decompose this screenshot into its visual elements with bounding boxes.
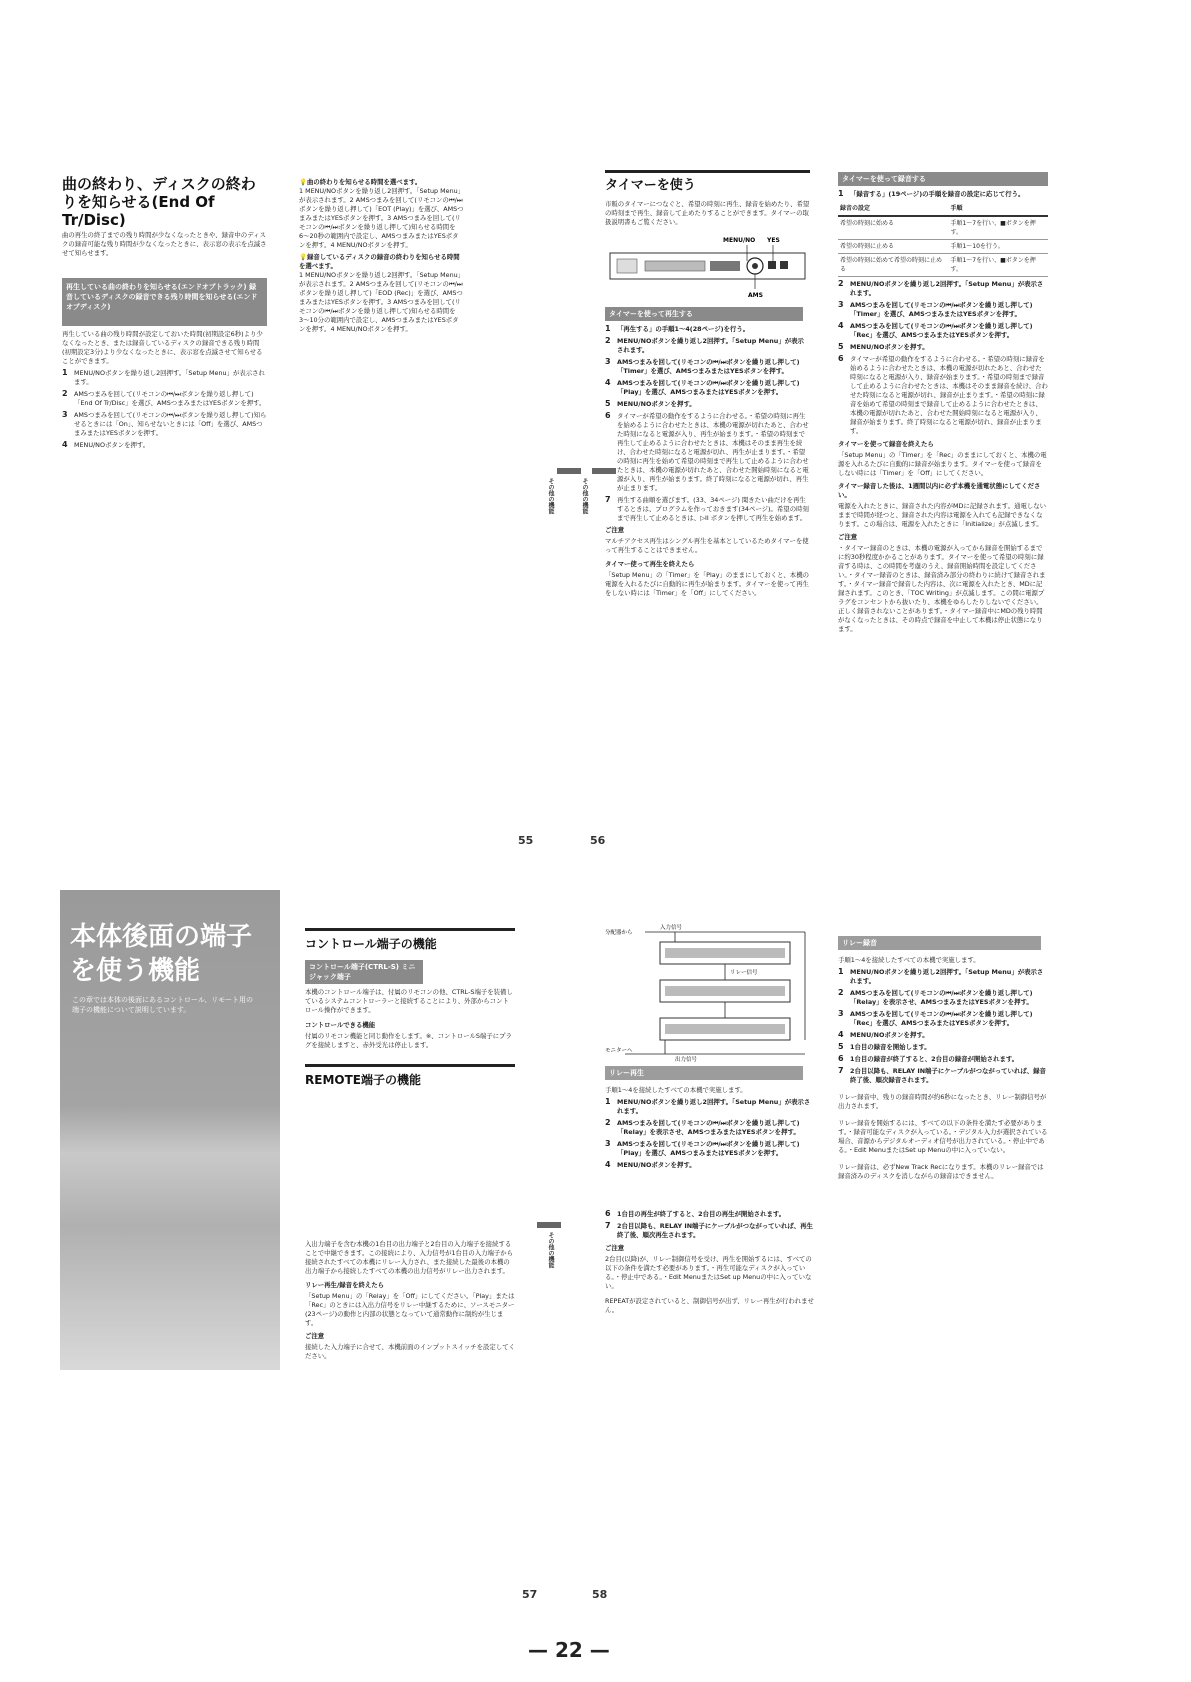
relay-connection-diagram: [605, 922, 815, 1062]
subheading-body: 「Setup Menu」の「Timer」を「Rec」のままにしておくと、本機の電源を入れるたびに自動的に録音が始まります。タイマーを使って録音をしない時には「Timer」を「Off」にしてください。: [838, 451, 1047, 477]
chapter-subtitle: この章では本体の後面にあるコントロール、リモート用の端子の機能について説明しています。: [72, 996, 254, 1014]
page-number: 55: [518, 834, 534, 847]
diagram-label: 入力信号: [660, 925, 683, 931]
diagram-label: MENU/NO: [723, 237, 756, 244]
table-row: 希望の時刻に始めて希望の時刻に止める 手順1〜7を行い、■ボタンを押す。: [838, 254, 1048, 277]
list-item: 6 1台目の再生が終了すると、2台目の再生が開始されます。: [605, 1209, 786, 1218]
subheading: タイマー使って再生を終えたら: [605, 560, 695, 568]
tip-block: 💡録音しているディスクの録音の終わりを知らせる時間を選べます。 1 MENU/NOボタンを繰り返し2回押す。「Setup Menu」が表示されます。2 AMSつまみを回して(リモコンの⏮/⏭ボタンを繰り返し押して)「EOD (Rec)」を選び、AMSつまみまたはYESボタンを押す。3 AMSつまみを回して(リモコンの⏮/⏭ボタンを繰り返し押して)知らせる時間を3〜10分の範囲内で設定し、AMSつまみまたはYESボタンを押す。4 MENU/NOボタンを押す。: [299, 253, 463, 333]
list-item: 2 AMSつまみを回して(リモコンの⏮/⏭ボタンを繰り返し押して)「Relay」を表示させ、AMSつまみまたはYESボタンを押す。: [605, 1118, 800, 1136]
subheading-body: 付属のリモコン機能と同じ動作をします。※、コントロールS端子にプラグを接続しますと、赤外受光は停止します。: [305, 1032, 512, 1049]
subheading: リレー再生/録音を終えたら: [305, 1281, 385, 1289]
steps-list: [605, 1098, 815, 1240]
list-item: 3 AMSつまみを回して(リモコンの⏮/⏭ボタンを繰り返し押して)「Play」を選び、AMSつまみまたはYESボタンを押す。: [605, 1139, 800, 1157]
list-item: 3 AMSつまみを回して(リモコンの⏮/⏭ボタンを繰り返し押して)知らせるときには「On」、知らせないときには「Off」を選び、AMSつまみまたはYESボタンを押す。: [62, 410, 267, 437]
page-57: [305, 928, 515, 1363]
settings-table: [838, 202, 1048, 277]
side-tab: [557, 468, 581, 474]
list-item: 4 MENU/NOボタンを押す。: [605, 1160, 696, 1169]
list-item: 7 2台目以降も、RELAY IN端子にケーブルがつながっていれば、録音終了後、順次録音されます。: [838, 1066, 1046, 1084]
note-text: 接続した入力端子に合せて、本機前面のインプットスイッチを設定してください。: [305, 1343, 515, 1360]
faded-area: [305, 1088, 515, 1238]
intro-text: 市販のタイマーにつなぐと、希望の時刻に再生、録音を始めたり、希望の時刻まで再生、録音して止めたりすることができます。タイマーの取扱説明書もご覧ください。: [605, 200, 810, 226]
note-text: ・タイマー録音のときは、本機の電源が入ってから録音を開始するまでに約30秒程度かかることがあります。タイマーを使って希望の時刻に録音する時は、この時間を考慮のうえ、録音開始時間を設定してください。・タイマー録音のときは、録音済み部分の終わりに続けて録音されます。・タイマー録音で録音した内容は、次に電源を入れたとき、MDに記録されます。このとき、「TOC Writing」が点滅します。この間に電源プラグをコンセントから抜いたり、本機をゆらしたりしないでください。正しく録音されないことがあります。・タイマー録音中にMDの残り時間がなくなったときは、その時点で録音を中止して本機は停止状態になります。: [838, 544, 1046, 633]
list-item: 2 AMSつまみを回して(リモコンの⏮/⏭ボタンを繰り返し押して)「Relay」を表示させ、AMSつまみまたはYESボタンを押す。: [838, 988, 1033, 1006]
lightbulb-icon: 💡: [299, 178, 307, 186]
diagram-label: モニターへ: [605, 1048, 633, 1054]
diagram-label: AMS: [748, 292, 763, 299]
side-tab-label: その他の機能: [547, 478, 554, 514]
list-item: 7 2台目以降も、RELAY IN端子にケーブルがつながっていれば、再生終了後、順次再生されます。: [605, 1221, 813, 1239]
relay-last-note: リレー録音は、必ずNew Track Recになります。本機のリレー録音では録音済みのディスクを消しながらの録音はできません。: [838, 1163, 1044, 1180]
page-58-right-column: [838, 932, 1048, 1183]
subheading: タイマー録音した後は、1週間以内に必ず本機を通電状態にしてください。: [838, 482, 1041, 499]
section-body: 再生している曲の残り時間が設定しておいた時間(初期設定6秒)より少なくなったとき、または録音しているディスクの録音できる残り時間(初期設定3分)より少なくなったときに、表示窓を点滅させて知らせることができます。: [62, 330, 263, 365]
section-title: コントロール端子の機能: [305, 928, 515, 952]
chapter-cover: [60, 890, 280, 1370]
diagram-label: 出力信号: [675, 1057, 698, 1062]
diagram-label: リレー信号: [730, 970, 758, 976]
subheading: タイマーを使って録音を終えたら: [838, 440, 934, 448]
note-text: マルチアクセス再生はシングル再生を基本としているためタイマーを使って再生することはできません。: [605, 537, 809, 554]
list-item: 5 MENU/NOボタンを押す。: [605, 399, 696, 408]
list-item: 3 AMSつまみを回して(リモコンの⏮/⏭ボタンを繰り返し押して)「Timer」を選び、AMSつまみまたはYESボタンを押す。: [838, 300, 1033, 318]
steps-list: [605, 325, 810, 523]
side-tab: [537, 1222, 561, 1228]
list-item: 1 「再生する」の手順1〜4(28ページ)を行う。: [605, 324, 750, 333]
page-56: [605, 170, 810, 600]
list-item: 1 「録音する」(19ページ)の手順を録音の設定に応じて行う。: [838, 189, 1025, 198]
intro-text: 手順1〜4を接続したすべての本機で実施します。: [605, 1086, 747, 1094]
subheading-body: 「Setup Menu」の「Timer」を「Play」のままにしておくと、本機の電源を入れるたびに自動的に再生が始まります。タイマーを使って再生をしない時には「Timer」を「Off」にしてください。: [605, 571, 809, 597]
relay-body: リレー録音中、残りの録音時間が約6秒になったとき、リレー制御信号が出力されます。: [838, 1093, 1047, 1110]
table-row: 希望の時刻に止める 手順1〜10を行う。: [838, 240, 1048, 254]
section-bar: タイマーを使って録音する: [838, 172, 1048, 186]
list-item: 7 再生する曲順を選びます。(33、34ページ) 聞きたい曲だけを再生するときは、プログラムを作っておきます(34ページ)。希望の時刻まで再生して止めるときは、▷II ボタンを押して再生を始めます。: [605, 495, 809, 522]
table-header-row: 録音の設定 手順: [838, 202, 1048, 216]
list-item: 2 AMSつまみを回して(リモコンの⏮/⏭ボタンを繰り返し押して)「End Of Tr/Disc」を選び、AMSつまみまたはYESボタンを押す。: [62, 389, 266, 407]
section-bar: リレー録音: [838, 936, 1041, 950]
repeat-note: REPEATが設定されていると、制御信号が出ず、リレー再生が行われません。: [605, 1297, 814, 1314]
note-heading: ご注意: [305, 1332, 325, 1340]
list-item: 1 MENU/NOボタンを繰り返し2回押す。「Setup Menu」が表示されます。: [605, 1097, 811, 1115]
steps-list: [62, 369, 267, 450]
page-title: タイマーを使う: [605, 170, 810, 194]
steps-list: [838, 280, 1048, 436]
tip-block: 💡曲の終わりを知らせる時間を選べます。 1 MENU/NOボタンを繰り返し2回押す。「Setup Menu」が表示されます。2 AMSつまみを回して(リモコンの⏮/⏭ボタンを繰り返し押して)「EOT (Play)」を選び、AMSつまみまたはYESボタンを押す。3 AMSつまみを回して(リモコンの⏮/⏭ボタンを繰り返し押して)知らせる時間を6〜20秒の範囲内で設定し、AMSつまみまたはYESボタンを押す。4 MENU/NOボタンを押す。: [299, 178, 464, 249]
table-row: 希望の時刻に始める 手順1〜7を行い、■ボタンを押す。: [838, 216, 1048, 240]
list-item: 4 MENU/NOボタンを押す。: [838, 1030, 929, 1039]
page-58: [605, 922, 815, 1317]
diagram-label: YES: [767, 237, 780, 244]
list-item: 6 1台目の録音が終了すると、2台目の録音が開始されます。: [838, 1054, 1019, 1063]
page-56-right-column: [838, 172, 1048, 636]
subheading: コントロールできる機能: [305, 1021, 376, 1029]
list-item: 4 AMSつまみを回して(リモコンの⏮/⏭ボタンを繰り返し押して)「Rec」を選び、AMSつまみまたはYESボタンを押す。: [838, 321, 1033, 339]
subheading-body: 「Setup Menu」の「Relay」を「Off」にしてください。「Play」または「Rec」のときには入出力信号をリレー中継するために、ソースモニター(23ページ)の動作と内部の状態となっていて通常動作に制約が生じます。: [305, 1292, 515, 1327]
section-bar: タイマーを使って再生する: [605, 307, 803, 321]
list-item: 4 AMSつまみを回して(リモコンの⏮/⏭ボタンを繰り返し押して)「Play」を選び、AMSつまみまたはYESボタンを押す。: [605, 378, 800, 396]
note-text: 2台目(以降)が、リレー制御信号を受け、再生を開始するには、すべての以下の条件を満たす必要があります。・再生可能なディスクが入っている。・停止中である。・Edit MenuまたはSet up Menuの中に入っていない。: [605, 1255, 812, 1290]
note-heading: ご注意: [605, 1244, 625, 1252]
page-number: 58: [592, 1588, 608, 1601]
list-item: 5 MENU/NOボタンを押す。: [838, 342, 929, 351]
intro-text: 手順1〜4を接続したすべての本機で実施します。: [838, 956, 980, 964]
section-body: 本機のコントロール端子は、付属のリモコンの他、CTRL-S端子を装備しているシステムコントローラーと接続することにより、外部からコントロール操作ができます。: [305, 988, 513, 1014]
list-item: 6 タイマーが希望の動作をするように合わせる。・希望の時刻に録音を始めるように合わせたときは、本機の電源が切れたあと、合わせた時刻になると電源が入り、録音が始まります。・希望の時刻まで録音して止めるように合わせたときは、本機はそのまま録音を続け、合わせた時刻になると電源が切れ、録音が止まります。・希望の時刻に録音を始めて希望の時刻まで録音して止めるように合わせたときは、本機の電源が切れたあと、合わせた開始時刻になると電源が入り、録音が始まります。終了時刻になると電源が切れ、録音が止まります。: [838, 354, 1048, 435]
section-title: REMOTE端子の機能: [305, 1064, 515, 1088]
device-front-panel-diagram: [605, 231, 810, 301]
subheading-body: 電源を入れたときに、録音された内容がMDに記録されます。通電しないままで時間が経つと、録音された内容は電源を入れても記録できなくなります。この場合は、電源を入れたときに「Initialize」が点滅します。: [838, 502, 1047, 528]
section-bar: コントロール端子(CTRL-S) ミニジャック端子: [305, 960, 423, 984]
side-tab-label: その他の機能: [547, 1232, 554, 1268]
relay-conditions: リレー録音を開始するには、すべての以下の条件を満たす必要があります。・録音可能なディスクが入っている。・デジタル入力が選択されている場合、音源からデジタルオーディオ信号が出力されている。・停止中である。・Edit MenuまたはSet up Menuの中に入っていない。: [838, 1119, 1048, 1154]
page-number: 57: [522, 1588, 538, 1601]
list-item: 5 1台目の録音を開始します。: [838, 1042, 931, 1051]
side-tab-label: その他の機能: [581, 478, 588, 514]
list-item: 3 AMSつまみを回して(リモコンの⏮/⏭ボタンを繰り返し押して)「Rec」を選び、AMSつまみまたはYESボタンを押す。: [838, 1009, 1033, 1027]
list-item: 1 MENU/NOボタンを繰り返し2回押す。「Setup Menu」が表示されます。: [838, 967, 1044, 985]
steps-list: [838, 190, 1048, 199]
intro-text: 曲の再生の終了までの残り時間が少なくなったときや、録音中のディスクの録音可能な残り時間が少なくなったときに、表示窓の表示を点滅させて知らせます。: [62, 231, 267, 257]
chapter-title: 本体後面の端子を使う機能: [70, 922, 253, 986]
note-heading: ご注意: [605, 526, 625, 534]
steps-list: [838, 968, 1048, 1085]
list-item: 2 MENU/NOボタンを繰り返し2回押す。「Setup Menu」が表示されます。: [838, 279, 1044, 297]
section-bar: リレー再生: [605, 1066, 803, 1080]
diagram-label: 分配器から: [605, 930, 633, 936]
list-item: 1 MENU/NOボタンを繰り返し2回押す。「Setup Menu」が表示されます。: [62, 368, 265, 386]
list-item: 4 MENU/NOボタンを押す。: [62, 440, 150, 449]
sheet-page-number: — 22 —: [528, 1638, 610, 1662]
note-heading: ご注意: [838, 533, 858, 541]
list-item: 2 MENU/NOボタンを繰り返し2回押す。「Setup Menu」が表示されます。: [605, 336, 804, 354]
page-title: 曲の終わり、ディスクの終わりを知らせる(End Of Tr/Disc): [62, 175, 256, 229]
lightbulb-icon: 💡: [299, 253, 307, 261]
section-bar: 再生している曲の終わりを知らせる(エンドオブトラック) 録音しているディスクの録音できる残り時間を知らせる(エンドオブディスク): [62, 278, 267, 326]
list-item: 6 タイマーが希望の動作をするように合わせる。・希望の時刻に再生を始めるように合わせたときは、本機の電源が切れたあと、合わせた時刻になると電源が入り、再生が始まります。・希望の時刻まで再生して止めるように合わせたときは、本機はそのまま再生を続け、合わせた時刻になると電源が切れ、再生が止まります。・希望の時刻に再生を始めて希望の時刻まで再生して止めるように合わせたときは、本機の電源が切れたあと、合わせた開始時刻になると電源が入り、再生が始まります。終了時刻になると電源が切れ、再生が止まります。: [605, 411, 809, 492]
list-item: 3 AMSつまみを回して(リモコンの⏮/⏭ボタンを繰り返し押して)「Timer」を選び、AMSつまみまたはYESボタンを押す。: [605, 357, 800, 375]
section-body: 入出力端子を含む本機の1台目の出力端子と2台目の入力端子を接続することで中継できます。この接続により、入力信号が1台目の入力端子から接続されたすべての本機にリレー入力され、また接続した最後の本機の出力端子から接続したすべての本機の出力信号がリレー出力されます。: [305, 1240, 514, 1275]
page-number: 56: [590, 834, 606, 847]
